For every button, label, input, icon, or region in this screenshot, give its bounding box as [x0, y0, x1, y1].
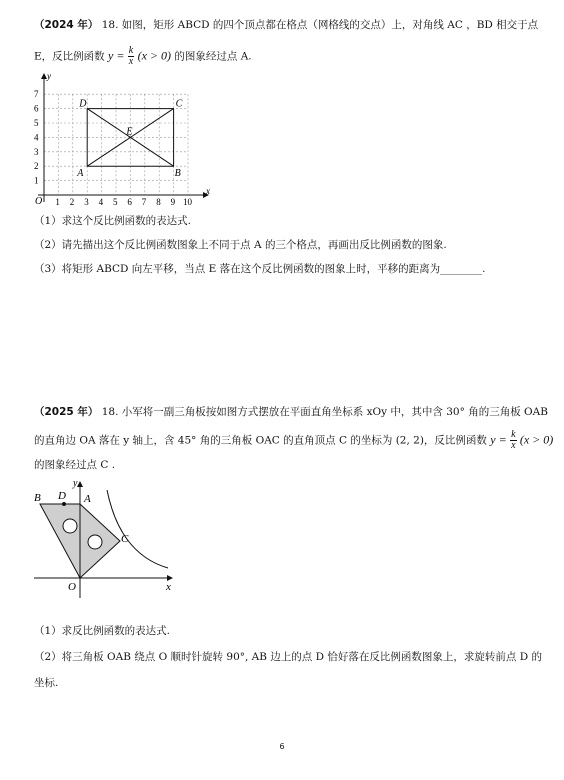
p2-number: 18.	[101, 406, 119, 418]
p1-point-d-label: D	[79, 98, 87, 110]
p2-label-o: O	[68, 581, 76, 593]
p1-line1: 如图，矩形 ABCD 的四个顶点都在格点（网格线的交点）上，对角线 AC ，BD 相交于点	[121, 19, 539, 31]
p1-point-e-label: E	[126, 126, 133, 138]
p1-y-tick-label: 1	[34, 175, 39, 186]
p2-fraction	[510, 430, 516, 451]
p1-grid-figure	[28, 70, 228, 210]
p2-question-1: （1）求反比例函数的表达式.	[34, 625, 171, 637]
p2-triangle-oab	[40, 504, 80, 578]
p1-frac-num: k	[128, 45, 134, 56]
p2-hole-circle-2	[88, 535, 102, 549]
p1-frac-den: x	[128, 56, 134, 67]
p2-hyperbola-curve	[107, 490, 168, 568]
p1-x-tick-label: 2	[69, 197, 75, 207]
p1-x-tick-label: 4	[98, 197, 104, 207]
p1-x-axis-label: x	[206, 186, 210, 196]
p1-question-3: （3）将矩形 ABCD 向左平移，当点 E 落在这个反比例函数的图象上时，平移的距离为________.	[34, 263, 486, 275]
p2-label-b: B	[34, 492, 41, 504]
p1-number: 18.	[101, 19, 119, 31]
p1-origin-label: O	[35, 196, 43, 207]
p1-line2	[34, 46, 252, 67]
p2-func-cond: (x > 0)	[519, 432, 554, 447]
p1-x-tick-label: 6	[127, 197, 132, 207]
p2-hole-circle-1	[63, 519, 77, 533]
p1-x-tick-label: 9	[170, 197, 176, 207]
p1-fraction	[128, 46, 134, 67]
p1-x-tick-label: 8	[156, 197, 161, 207]
p1-y-tick-label: 6	[34, 103, 39, 114]
p2-line3: 的图象经过点 C .	[34, 459, 116, 471]
p2-label-d: D	[58, 490, 66, 502]
p1-y-tick-label: 3	[34, 146, 39, 157]
p2-point-d-dot	[62, 502, 66, 506]
p1-y-tick-label: 4	[34, 132, 39, 143]
p1-year: （2024 年）	[34, 19, 99, 31]
p2-label-y: y	[73, 478, 78, 489]
p2-year: （2025 年）	[34, 406, 99, 418]
p1-x-tick-label: 5	[113, 197, 118, 207]
p2-frac-num: k	[511, 429, 516, 440]
p1-y-tick-label: 5	[34, 118, 39, 128]
p2-heading	[34, 405, 548, 419]
p1-y-tick-label: 7	[34, 89, 39, 100]
p1-point-c-label: C	[175, 98, 183, 110]
p1-question-2: （2）请先描出这个反比例函数图象上不同于点 A 的三个格点，再画出反比例函数的图象.	[34, 239, 447, 251]
p1-grid-lines	[44, 94, 188, 195]
p1-x-tick-label: 10	[183, 197, 192, 207]
p1-line2-b: 的图象经过点 A.	[174, 50, 252, 63]
p2-label-c: C	[121, 533, 129, 545]
p1-y-tick-label: 2	[34, 161, 39, 172]
p1-heading	[34, 18, 538, 32]
p1-x-tick-label: 3	[84, 197, 89, 207]
p2-line2-a: 的直角边 OA 落在 y 轴上，含 45° 角的三角板 OAC 的直角顶点 C 的坐标为 (2, 2)，反比例函数	[34, 434, 487, 447]
p1-func-y: y =	[108, 48, 125, 63]
p1-func-cond: (x > 0)	[137, 48, 172, 63]
p2-triangle-figure	[28, 480, 188, 600]
p2-question-2: （2）将三角板 OAB 绕点 O 顺时针旋转 90°, AB 边上的点 D 恰好落在反比例函数图象上，求旋转前点 D 的	[34, 651, 542, 663]
p2-label-x: x	[166, 581, 171, 593]
p1-point-b-label: B	[174, 168, 181, 180]
p2-frac-den: x	[511, 440, 516, 451]
p1-x-tick-label: 7	[141, 197, 147, 207]
p1-x-tick-label: 1	[55, 197, 60, 207]
p2-question-2-continued: 坐标.	[34, 677, 59, 689]
p2-label-a: A	[84, 493, 91, 505]
p2-func-y: y =	[490, 432, 507, 447]
p1-y-axis-label: y	[47, 71, 51, 81]
p2-line1: 小军将一副三角板按如图方式摆放在平面直角坐标系 xOy 中，其中含 30° 角的三角板 OAB	[121, 406, 548, 418]
p2-line2	[34, 430, 553, 451]
p1-question-1: （1）求这个反比例函数的表达式.	[34, 215, 192, 227]
p1-line2-a: E，反比例函数	[34, 50, 105, 63]
p1-point-a-label: A	[77, 168, 84, 180]
page-number: 6	[279, 742, 285, 751]
